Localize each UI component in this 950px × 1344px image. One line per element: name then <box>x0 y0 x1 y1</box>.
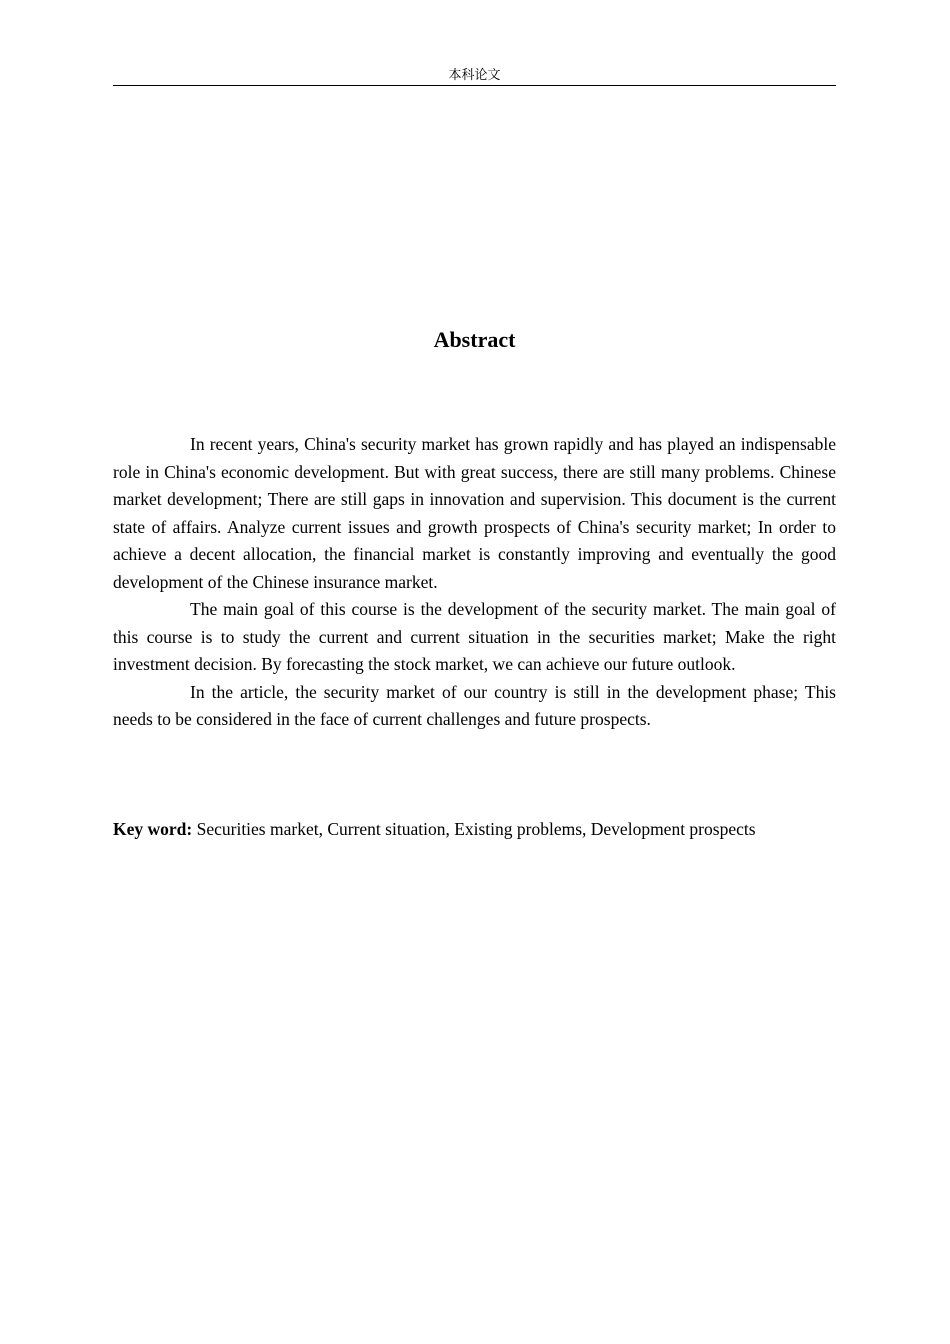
abstract-paragraph-3: In the article, the security market of our country is still in the development phase; This needs to be considered in the face of current challenges and future prospects. <box>113 681 836 729</box>
header-divider <box>113 85 836 86</box>
abstract-title: Abstract <box>433 327 516 352</box>
abstract-paragraph-2: The main goal of this course is the development of the security market. The main goal of this course is to study the current and current situation in the securities market; Make the right investment decision. By forecasting the stock market, we can achieve our future outlook. <box>113 599 836 674</box>
keywords-text: Securities market, Current situation, Existing problems, Development prospects <box>192 819 756 839</box>
keywords-label: Key word: <box>113 819 193 839</box>
running-header: 本科论文 <box>448 67 501 82</box>
abstract-paragraph-1: In recent years, China's security market has grown rapidly and has played an indispensable role in China's economic development. But with great success, there are still many problems. Chinese market development; There are still gaps in innovation and supervision. This document is the current state of affairs. Analyze current issues and growth prospects of China's security market; In order to achieve a decent allocation, the financial market is constantly improving and eventually the good development of the Chinese insurance market. <box>113 434 836 592</box>
abstract-body <box>113 431 836 734</box>
keywords-line <box>113 816 836 844</box>
